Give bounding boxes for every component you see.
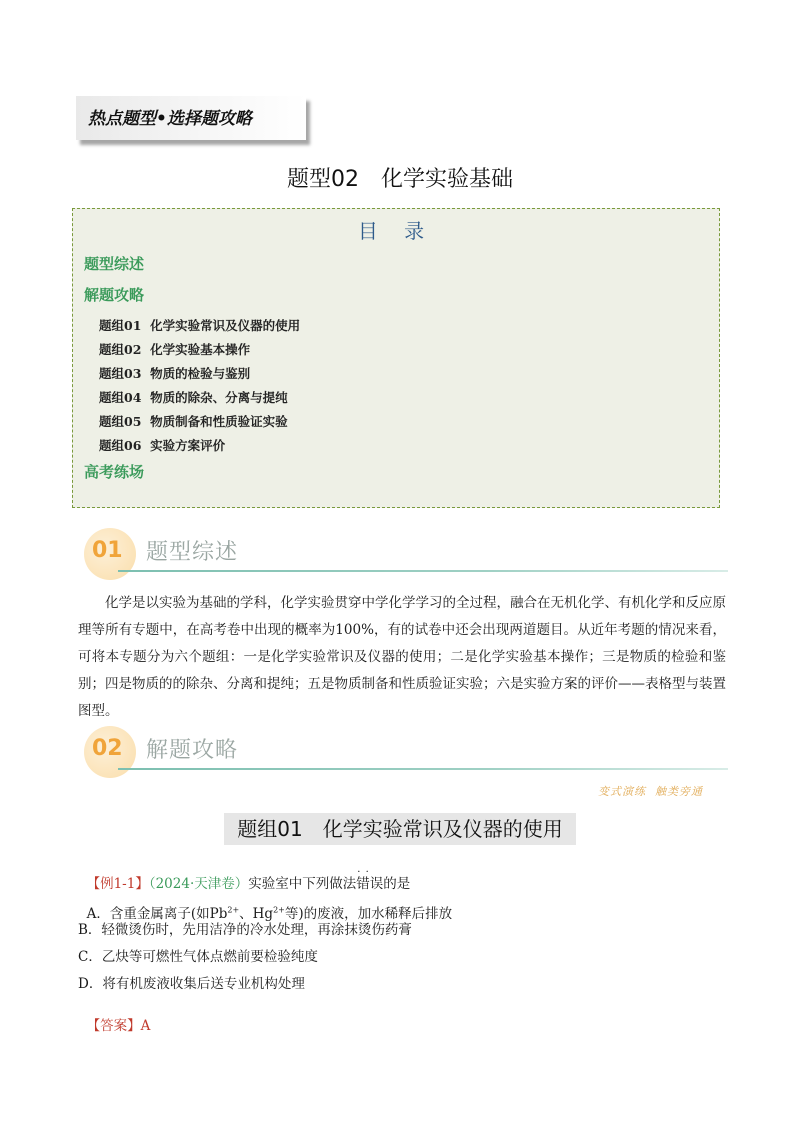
section-number: 01: [92, 538, 123, 563]
section-label: 题型综述: [146, 540, 239, 565]
answer-tag: 【答案】: [86, 1018, 141, 1034]
separator: 、: [239, 906, 253, 922]
ion-charge: 2+: [273, 905, 285, 915]
toc-item[interactable]: 题组06 实验方案评价: [99, 438, 226, 453]
toc-item[interactable]: 题组05 物质制备和性质验证实验: [99, 414, 288, 429]
topic-banner: [76, 96, 306, 140]
overview-paragraph: 化学是以实验为基础的学科，化学实验贯穿中学化学学习的全过程，融合在无机化学、有机化学和反应原理等所有专题中，在高考卷中出现的概率为100%，有的试卷中还会出现两道题目。从近年考题的情况来看，可将本专题分为六个题组：一是化学实验常识及仪器的使用；二是化学实验基本操作；三是物质的检验和鉴别；四是物质的的除杂、分离和提纯；五是物质制备和性质验证实验；六是实验方案的评价——表格型与装置图型。: [78, 595, 726, 719]
section-label: 解题攻略: [146, 738, 239, 763]
toc-link-overview[interactable]: 题型综述: [84, 255, 145, 273]
example-tag: 【例1-1】: [86, 876, 149, 892]
option-d: D．将有机废液收集后送专业机构处理: [78, 976, 305, 992]
toc-title: 目 录: [357, 219, 435, 243]
section-number: 02: [92, 736, 123, 761]
page-title: 题型02 化学实验基础: [287, 167, 513, 192]
table-of-contents: [72, 208, 720, 508]
toc-link-practice[interactable]: 高考练场: [84, 463, 145, 481]
ion-formula: Hg: [252, 906, 274, 922]
option-c: C．乙炔等可燃性气体点燃前要检验纯度: [78, 949, 318, 965]
toc-item[interactable]: 题组01 化学实验常识及仪器的使用: [99, 318, 301, 333]
tagline: 变式演练 触类旁通: [598, 785, 703, 798]
toc-link-strategy[interactable]: 解题攻略: [84, 286, 145, 304]
answer-value: A: [140, 1018, 151, 1034]
example-source: （2024·天津卷）: [148, 876, 249, 892]
stem-prefix: 实验室中下列做法: [248, 876, 357, 892]
section-header-strategy: [78, 722, 728, 778]
section-divider: [118, 570, 728, 572]
option-a: [78, 886, 452, 922]
section-divider: [118, 768, 728, 770]
option-b: B．轻微烫伤时，先用洁净的冷水处理，再涂抹烫伤药膏: [78, 922, 412, 938]
toc-item[interactable]: 题组04 物质的除杂、分离与提纯: [99, 390, 288, 405]
stem-emphasis: 错误 · ·: [356, 876, 383, 892]
toc-item[interactable]: 题组03 物质的检验与鉴别: [99, 366, 251, 381]
ion-charge: 2+: [227, 905, 240, 915]
option-a-suffix: 等)的废液，加水稀释后排放: [284, 906, 453, 922]
answer-line: [78, 998, 150, 1034]
option-a-prefix: A．含重金属离子(如: [86, 906, 210, 922]
topic-banner-text: 热点题型•选择题攻略: [88, 109, 252, 129]
toc-item[interactable]: 题组02 化学实验基本操作: [99, 342, 251, 357]
ion-formula: Pb: [209, 906, 228, 922]
group-title: 题组01 化学实验常识及仪器的使用: [224, 813, 576, 845]
stem-suffix: 的是: [383, 876, 411, 892]
section-header-overview: [78, 524, 728, 580]
